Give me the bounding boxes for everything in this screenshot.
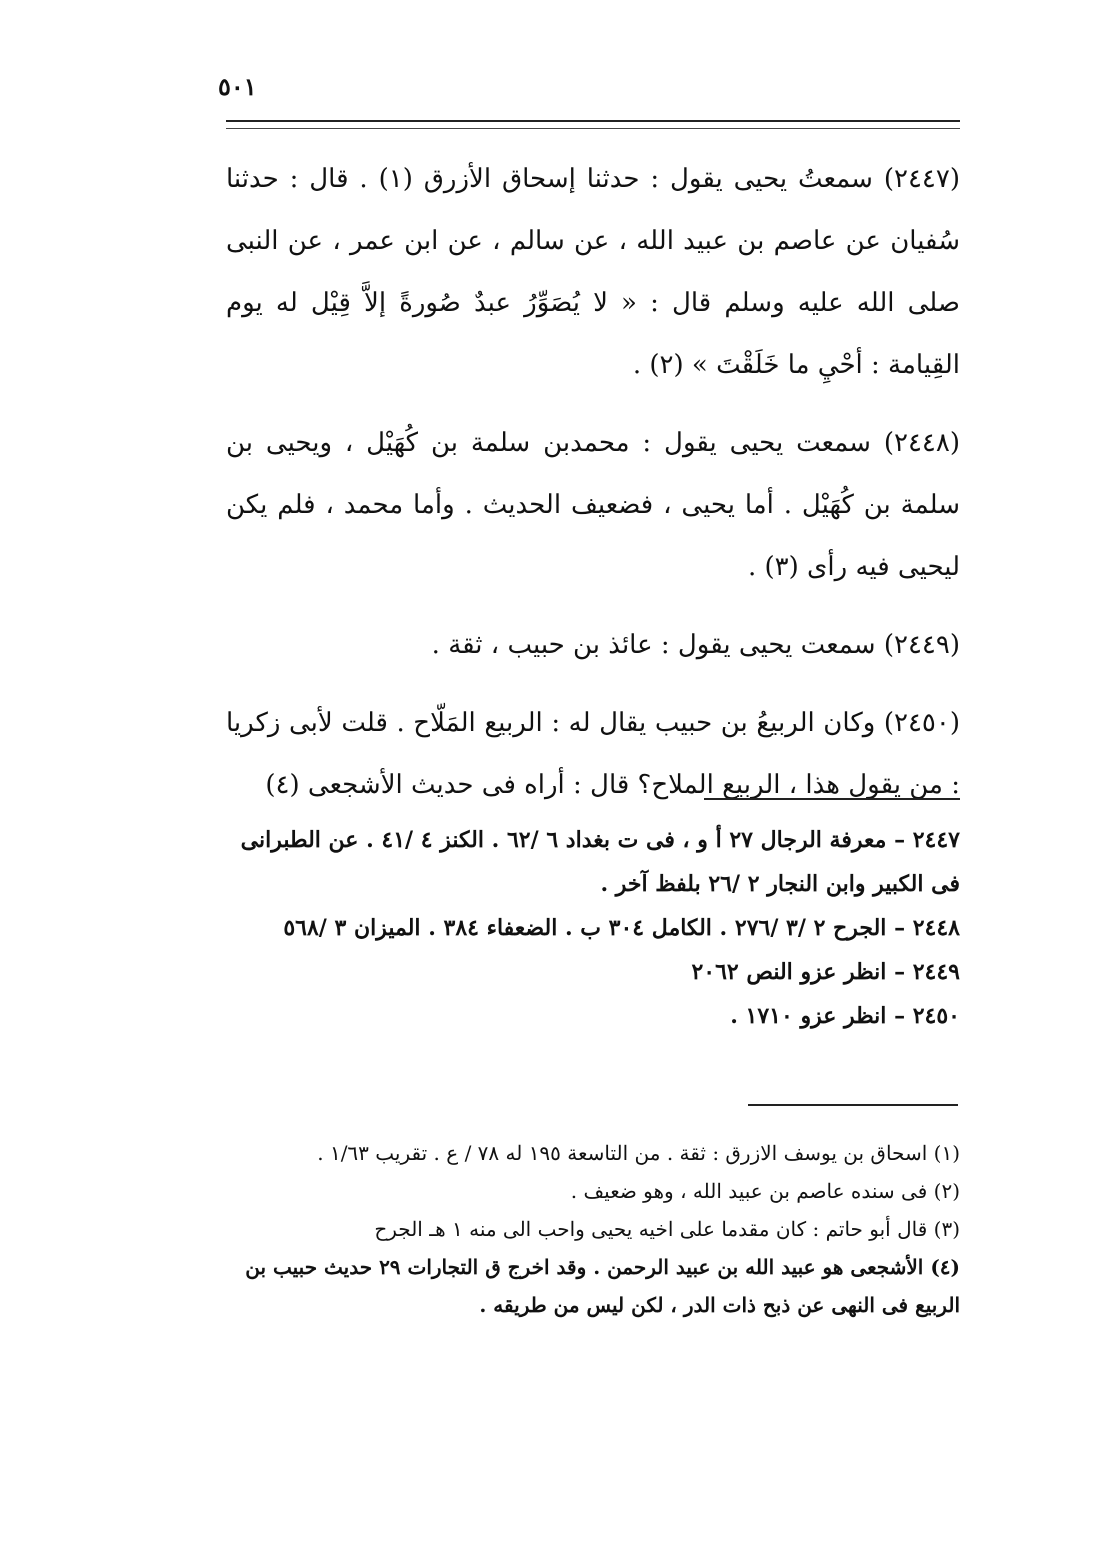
footnotes-rule [748,1104,958,1106]
reference-item: ٢٤٥٠ – انظر عزو ١٧١٠ . [730,1003,960,1029]
source-references [226,818,960,1038]
entry-text: (٢٤٤٩) سمعت يحيى يقول : عائذ بن حبيب ، ثقة . [431,630,960,660]
reference-item: ٢٤٤٧ – معرفة الرجال ٢٧ أ و ، فى ت بغداد ٦ /٦٢ . الكنز ٤ /٤١ . عن الطبرانى فى الكبير وابن النجار ٢ /٢٦ بلفظ آخر . [240,827,960,897]
footnote-item: (١) اسحاق بن يوسف الازرق : ثقة . من التاسعة ١٩٥ له ٧٨ / ع . تقريب ١/٦٣ . [317,1141,960,1165]
references-rule [704,798,960,800]
header-rule [226,120,960,122]
entry-text: (٢٤٥٠) وكان الربيعُ بن حبيب يقال له : الربيع المَلّاح . قلت لأبى زكريا : من يقول هذا ، الربيع الملاح؟ قال : أراه فى حديث الأشجعى (٤) [226,708,960,800]
footnote-item: (٤) الأشجعى هو عبيد الله بن عبيد الرحمن . وقد اخرج ق التجارات ٢٩ حديث حبيب بن الربيع فى النهى عن ذبح ذات الدر ، لكن ليس من طريقه . [245,1255,960,1317]
reference-item: ٢٤٤٨ – الجرح ٢ /٣ /٢٧٦ . الكامل ٣٠٤ ب . الضعفاء ٣٨٤ . الميزان ٣ /٥٦٨ [283,915,960,941]
entry-2449 [226,614,960,676]
header-rule-secondary [226,128,960,129]
footnote-item: (٢) فى سنده عاصم بن عبيد الله ، وهو ضعيف . [570,1179,960,1203]
entry-2447 [226,148,960,396]
entry-text: (٢٤٤٧) سمعتُ يحيى يقول : حدثنا إسحاق الأزرق (١) . قال : حدثنا سُفيان عن عاصم بن عبيد الله ، عن سالم ، عن ابن عمر ، عن النبى صلى الله عليه وسلم قال : « لا يُصَوِّرُ عبدٌ صُورةً إلاَّ قِيْل له يوم القِيامة : أحْيِ ما خَلَقْتَ » (٢) . [226,164,960,380]
footnotes [210,1134,960,1324]
page-number: ٥٠١ [218,72,257,101]
entry-text: (٢٤٤٨) سمعت يحيى يقول : محمدبن سلمة بن كُهَيْل ، ويحيى بن سلمة بن كُهَيْل . أما يحيى ، فضعيف الحديث . وأما محمد ، فلم يكن ليحيى فيه رأى (٣) . [226,428,960,582]
footnote-item: (٣) قال أبو حاتم : كان مقدما على اخيه يحيى واحب الى منه ١ هـ الجرح [374,1217,960,1241]
entry-2448 [226,412,960,598]
reference-item: ٢٤٤٩ – انظر عزو النص ٢٠٦٢ [691,959,960,985]
hadith-entries [226,148,960,832]
